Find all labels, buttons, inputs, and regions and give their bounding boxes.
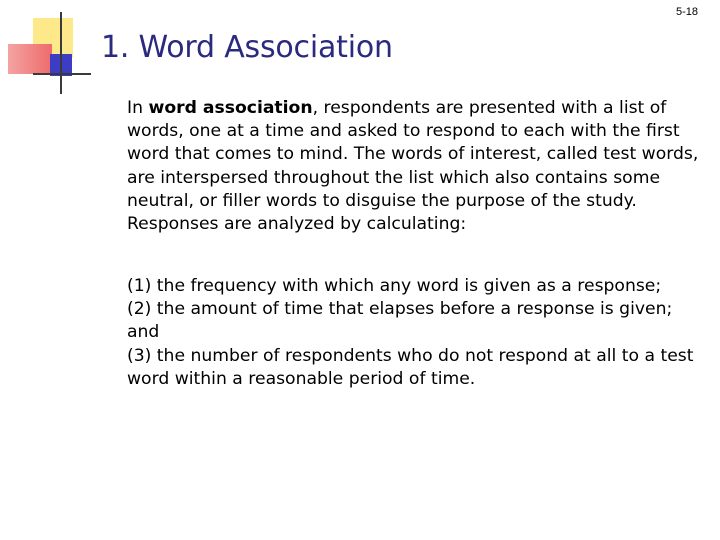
slide-title: 1. Word Association [101, 30, 393, 65]
calculation-list [127, 275, 707, 391]
decor-vertical-line [60, 12, 62, 94]
list-item: (2) the amount of time that elapses before a response is given; and [127, 299, 673, 343]
intro-paragraph [127, 97, 707, 236]
list-item: (3) the number of respondents who do not respond at all to a test word within a reasonable period of time. [127, 345, 694, 389]
intro-rest: , respondents are presented with a list of words, one at a time and asked to respond to each with the first word that comes to mind. The words of interest, called test words, are interspersed throughout the list which also contains some neutral, or filler words to disguise the purpose of the study. Responses are analyzed by calculating: [127, 98, 699, 235]
intro-prefix: In [127, 98, 149, 118]
decor-horizontal-line [33, 73, 91, 75]
intro-term: word association [148, 98, 313, 118]
list-item: (1) the frequency with which any word is given as a response; [127, 276, 662, 296]
decor-red-square [8, 44, 52, 74]
slide-number: 5-18 [675, 6, 698, 18]
